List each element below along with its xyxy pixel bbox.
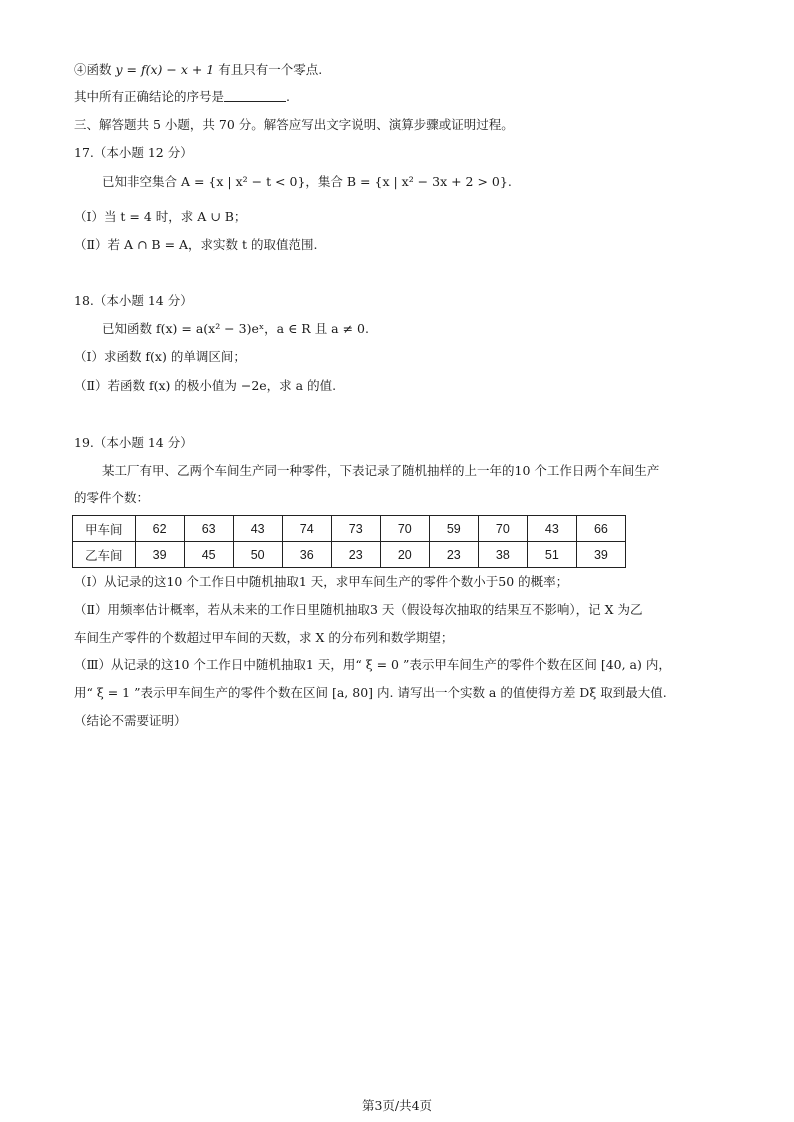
section-3-heading: 三、解答题共 5 小题，共 70 分。解答应写出文字说明、演算步骤或证明过程。 <box>74 117 514 132</box>
q19-part3-line2: 用“ ξ = 1 ”表示甲车间生产的零件个数在区间 [a, 80] 内. 请写出一个实数 a 的值使得方差 Dξ 取到最大值. <box>74 685 667 700</box>
q18-stem: 已知函数 f(x) = a(x² − 3)eˣ，a ∈ R 且 a ≠ 0. <box>102 321 369 336</box>
q19-part3-line1: （Ⅲ）从记录的这10 个工作日中随机抽取1 天，用“ ξ = 0 ”表示甲车间生产的零件个数在区间 [40, a) 内， <box>74 657 671 672</box>
table-cell: 43 <box>527 516 576 542</box>
answer-prompt-line <box>74 88 290 106</box>
q17-stem: 已知非空集合 A = {x | x² − t < 0}，集合 B = {x | x² − 3x + 2 > 0}. <box>102 174 512 189</box>
q19-stem-line1: 某工厂有甲、乙两个车间生产同一种零件，下表记录了随机抽样的上一年的10 个工作日两个车间生产 <box>102 463 660 478</box>
table-cell: 74 <box>282 516 331 542</box>
table-cell: 51 <box>527 542 576 568</box>
q17-part2: （Ⅱ）若 A ∩ B = A，求实数 t 的取值范围. <box>74 237 318 252</box>
q17-heading: 17.（本小题 12 分） <box>74 145 193 160</box>
q19-stem-line2: 的零件个数： <box>74 490 150 505</box>
table-cell: 59 <box>429 516 478 542</box>
item4-statement <box>74 61 322 79</box>
q19-part2-line2: 车间生产零件的个数超过甲车间的天数，求 X 的分布列和数学期望； <box>74 630 454 645</box>
table-row <box>73 516 626 542</box>
q19-part1: （Ⅰ）从记录的这10 个工作日中随机抽取1 天，求甲车间生产的零件个数小于50 的概率； <box>74 574 569 589</box>
table-cell: 70 <box>380 516 429 542</box>
q19-part2-line1: （Ⅱ）用频率估计概率，若从未来的工作日里随机抽取3 天（假设每次抽取的结果互不影响），记 X 为乙 <box>74 602 643 617</box>
q18-part1: （Ⅰ）求函数 f(x) 的单调区间； <box>74 349 246 364</box>
table-cell: 62 <box>135 516 184 542</box>
q19-part3-line3: （结论不需要证明） <box>74 713 187 728</box>
table-cell: 50 <box>233 542 282 568</box>
q18-part2: （Ⅱ）若函数 f(x) 的极小值为 −2e，求 a 的值. <box>74 378 337 393</box>
table-cell: 43 <box>233 516 282 542</box>
row-label: 乙车间 <box>73 542 136 568</box>
answer-prompt: 其中所有正确结论的序号是 <box>74 89 225 104</box>
table-cell: 39 <box>135 542 184 568</box>
table-cell: 39 <box>576 542 625 568</box>
row-label: 甲车间 <box>73 516 136 542</box>
table-cell: 45 <box>184 542 233 568</box>
answer-end: . <box>286 89 290 104</box>
table-cell: 70 <box>478 516 527 542</box>
table-cell: 38 <box>478 542 527 568</box>
table-cell: 23 <box>331 542 380 568</box>
table-cell: 23 <box>429 542 478 568</box>
item4-tail: 有且只有一个零点. <box>218 62 323 77</box>
item4-formula: y = f(x) − x + 1 <box>115 62 215 77</box>
item4-lead: ④函数 <box>74 62 112 77</box>
table-cell: 36 <box>282 542 331 568</box>
table-row <box>73 542 626 568</box>
q18-heading: 18.（本小题 14 分） <box>74 293 193 308</box>
table-cell: 73 <box>331 516 380 542</box>
table-cell: 66 <box>576 516 625 542</box>
q17-part1: （Ⅰ）当 t = 4 时，求 A ∪ B； <box>74 209 247 224</box>
answer-blank <box>224 89 286 102</box>
workshop-data-table <box>72 515 626 568</box>
page-number: 第3页/共4页 <box>361 1098 433 1113</box>
table-cell: 63 <box>184 516 233 542</box>
q19-heading: 19.（本小题 14 分） <box>74 435 193 450</box>
table-cell: 20 <box>380 542 429 568</box>
